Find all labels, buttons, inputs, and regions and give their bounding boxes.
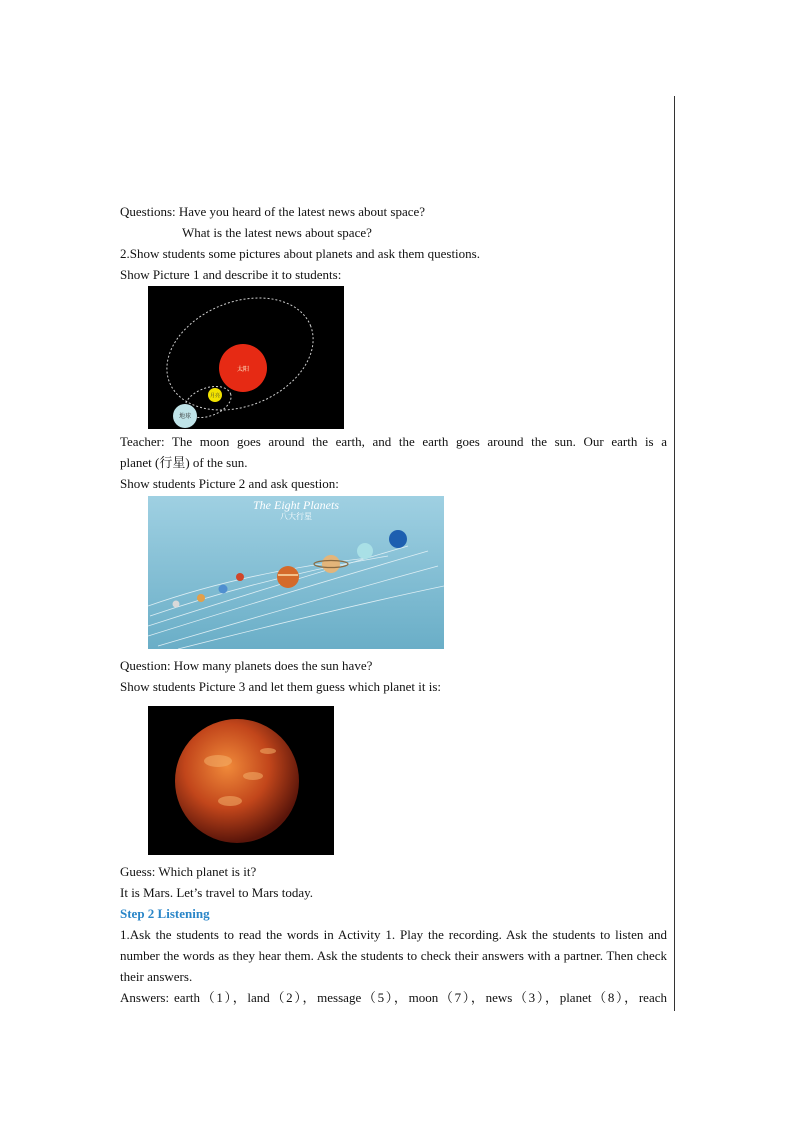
- page-margin-rule: [674, 96, 675, 1011]
- answers-line: Answers: earth（1），land（2），message（5），moon（7），news（3），planet（8），reach: [120, 990, 667, 1005]
- step-show-pictures: 2.Show students some pictures about planets and ask them questions.: [120, 246, 480, 261]
- picture-2-title: The Eight Planets: [253, 498, 339, 512]
- mars-answer: It is Mars. Let’s travel to Mars today.: [120, 885, 314, 900]
- picture-2-eight-planets: [148, 496, 444, 649]
- document-body: [120, 201, 667, 1008]
- picture-2-subtitle: 八大行星: [280, 512, 312, 521]
- show-picture-1-instruction: Show Picture 1 and describe it to students:: [120, 267, 342, 282]
- show-picture-3-instruction: Show students Picture 3 and let them guess which planet it is:: [120, 679, 441, 694]
- listening-instructions: 1.Ask the students to read the words in Activity 1. Play the recording. Ask the students to listen and number the words as they hear them. Ask the students to check their answers with a partner. Then check their answers.: [120, 927, 667, 984]
- guess-question: Guess: Which planet is it?: [120, 864, 257, 879]
- teacher-description-line-1: Teacher: The moon goes around the earth, and the earth goes around the sun. Our earth is a: [120, 434, 667, 449]
- show-picture-2-instruction: Show students Picture 2 and ask question:: [120, 476, 339, 491]
- question-line-2: What is the latest news about space?: [182, 225, 372, 240]
- question-line-1: Questions: Have you heard of the latest news about space?: [120, 204, 426, 219]
- step-2-heading: Step 2 Listening: [120, 906, 210, 921]
- earth-label: 地球: [178, 414, 192, 420]
- moon-label: 月亮: [209, 394, 221, 399]
- sun-label: 太阳: [236, 367, 250, 373]
- picture-3-mars: [148, 706, 334, 855]
- teacher-description-line-2: planet (行星) of the sun.: [120, 455, 248, 470]
- picture-1-sun-earth-moon: [148, 286, 344, 429]
- question-how-many-planets: Question: How many planets does the sun have?: [120, 658, 373, 673]
